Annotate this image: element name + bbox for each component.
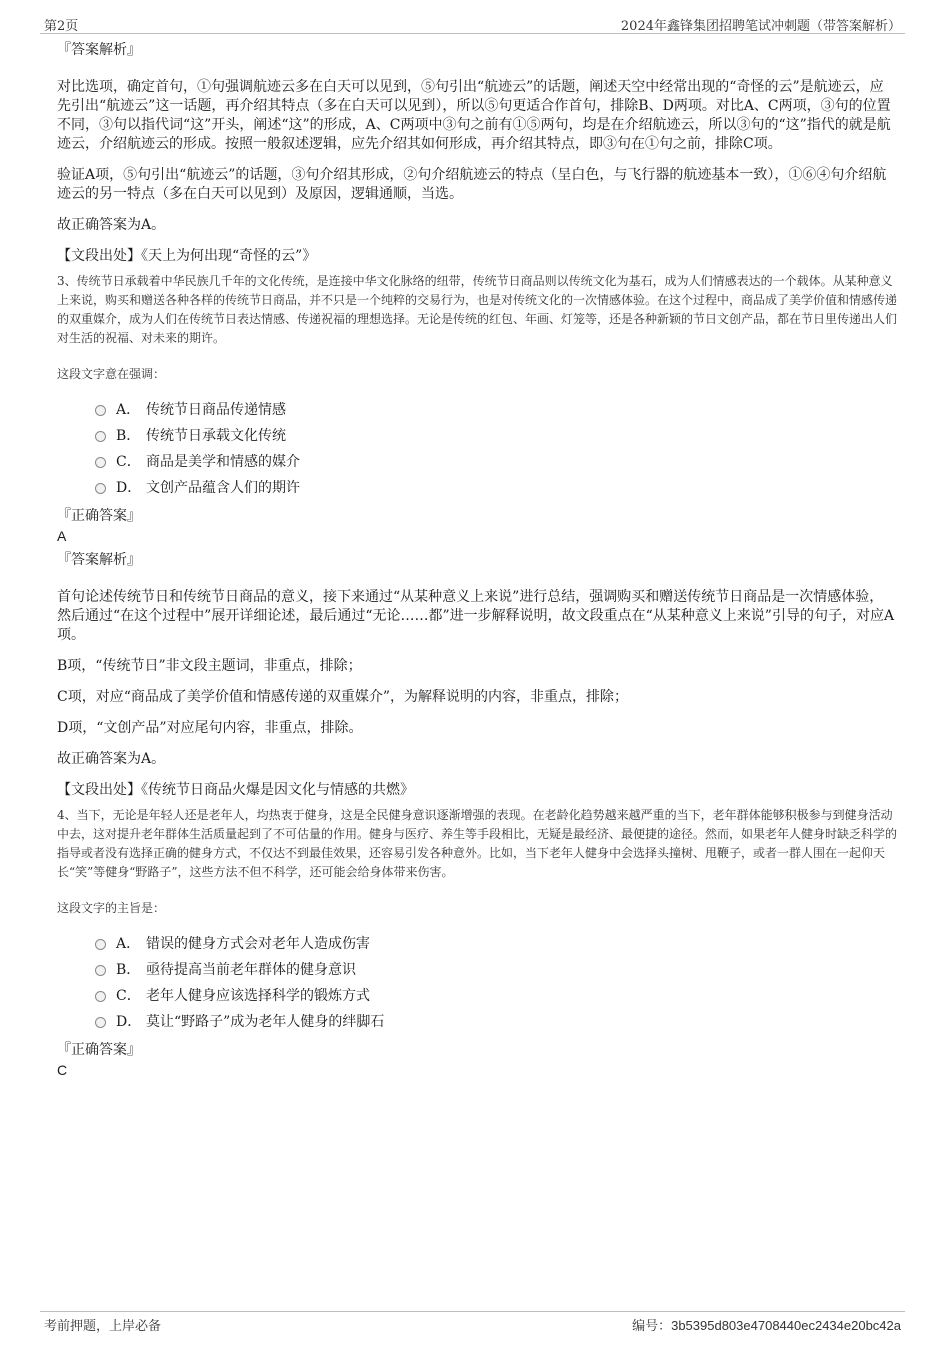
correct-answer-label: 『正确答案』 [57,1042,141,1058]
option-text: 商品是美学和情感的媒介 [146,454,300,470]
document-body [57,40,897,1084]
question-3-prompt: 这段文字意在强调： [57,367,166,381]
option-text: 错误的健身方式会对老年人造成伤害 [146,936,370,952]
footer-slogan: 考前押题，上岸必备 [44,1319,162,1334]
option-letter: D． [116,1014,142,1030]
radio-button[interactable] [95,965,106,976]
option-d[interactable] [95,1008,897,1034]
option-b[interactable] [95,956,897,982]
question-4-text: 4、当下，无论是年轻人还是老年人，均热衷于健身，这是全民健身意识逐渐增强的表现。在老龄化趋势越来越严重的当下，老年群体能够积极参与到健身活动中去，这对提升老年群体生活质量起到了不可估量的作用。健身与医疗、养生等手段相比，无疑是最经济、最便捷的途径。然而，如果老年人健身时缺乏科学的指导或者没有选择正确的健身方式，不仅达不到最佳效果，还容易引发各种意外。比如，当下老年人健身中会选择头撞树、甩鞭子，或者一群人围在一起仰天长“笑”等健身“野路子”，这些方法不但不科学，还可能会给身体带来伤害。 [57,808,898,879]
analysis-paragraph: D项，“文创产品”对应尾句内容，非重点，排除。 [57,720,363,736]
radio-button[interactable] [95,405,106,416]
analysis-conclusion: 故正确答案为A。 [57,751,166,767]
radio-button[interactable] [95,483,106,494]
option-letter: A． [116,402,141,418]
source-citation: 【文段出处】《天上为何出现“奇怪的云”》 [57,248,317,264]
option-text: 莫让“野路子”成为老年人健身的绊脚石 [146,1014,385,1030]
page-header [40,0,905,34]
question-3-options [95,396,897,500]
option-letter: C． [116,988,141,1004]
document-title: 2024年鑫锋集团招聘笔试冲刺题（带答案解析） [620,19,901,34]
option-letter: C． [116,454,141,470]
option-text: 亟待提高当前老年群体的健身意识 [146,962,356,978]
option-letter: B． [116,428,141,444]
analysis-conclusion: 故正确答案为A。 [57,217,166,233]
analysis-label: 『答案解析』 [57,552,141,568]
option-c[interactable] [95,982,897,1008]
option-a[interactable] [95,930,897,956]
option-letter: D． [116,480,142,496]
option-b[interactable] [95,422,897,448]
option-text: 老年人健身应该选择科学的锻炼方式 [146,988,370,1004]
analysis-paragraph: C项，对应“商品成了美学价值和情感传递的双重媒介”，为解释说明的内容，非重点，排除； [57,689,629,705]
radio-button[interactable] [95,939,106,950]
option-text: 文创产品蕴含人们的期许 [146,480,300,496]
option-c[interactable] [95,448,897,474]
question-3-text: 3、传统节日承载着中华民族几千年的文化传统，是连接中华文化脉络的纽带，传统节日商品则以传统文化为基石，成为人们情感表达的一个载体。从某种意义上来说，购买和赠送各种各样的传统节日商品，并不只是一个纯粹的交易行为，也是对传统文化的一次情感体验。在这个过程中，商品成了美学价值和情感传递的双重媒介，成为人们在传统节日表达情感、传递祝福的理想选择。无论是传统的红包、年画、灯笼等，还是各种新颖的节日文创产品，都在节日里传递出人们对生活的祝福、对未来的期许。 [57,274,898,345]
analysis-paragraph: 对比选项，确定首句，①句强调航迹云多在白天可以见到，⑤句引出“航迹云”的话题，阐述天空中经常出现的“奇怪的云”是航迹云，应先引出“航迹云”这一话题，再介绍其特点（多在白天可以见到），所以⑤句更适合作首句，排除B、D两项。对比A、C两项，③句的位置不同，③句以指代词“这”开头，阐述“这”的形成，A、C两项中③句之前有①⑤两句，均是在介绍航迹云，所以③句的“这”指代的就是航迹云，介绍航迹云的形成。按照一般叙述逻辑，应先介绍其如何形成，再介绍其特点，即③句在①句之前，排除C项。 [57,79,891,152]
option-d[interactable] [95,474,897,500]
option-letter: B． [116,962,141,978]
correct-answer-label: 『正确答案』 [57,508,141,524]
page-footer [40,1311,905,1346]
radio-button[interactable] [95,991,106,1002]
analysis-paragraph: B项，“传统节日”非文段主题词，非重点，排除； [57,658,362,674]
option-text: 传统节日承载文化传统 [146,428,286,444]
option-letter: A． [116,936,141,952]
question-4-options [95,930,897,1034]
document-code [632,1315,901,1334]
analysis-label: 『答案解析』 [57,42,141,58]
option-text: 传统节日商品传递情感 [146,402,286,418]
radio-button[interactable] [95,1017,106,1028]
analysis-paragraph: 首句论述传统节日和传统节日商品的意义，接下来通过“从某种意义上来说”进行总结，强调购买和赠送传统节日商品是一次情感体验，然后通过“在这个过程中”展开详细论述，最后通过“无论……都”进一步解释说明，故文段重点在“从某种意义上来说”引导的句子，对应A项。 [57,589,895,643]
correct-answer: A [57,528,67,544]
code-label: 编号： [632,1318,672,1333]
question-4-prompt: 这段文字的主旨是： [57,901,166,915]
code-value: 3b5395d803e4708440ec2434e20bc42a [671,1318,901,1333]
page-number: 第2页 [44,19,79,34]
option-a[interactable] [95,396,897,422]
source-citation: 【文段出处】《传统节日商品火爆是因文化与情感的共燃》 [57,782,414,798]
radio-button[interactable] [95,431,106,442]
correct-answer: C [57,1062,68,1078]
radio-button[interactable] [95,457,106,468]
analysis-paragraph: 验证A项，⑤句引出“航迹云”的话题，③句介绍其形成，②句介绍航迹云的特点（呈白色，与飞行器的航迹基本一致），①⑥④句介绍航迹云的另一特点（多在白天可以见到）及原因，逻辑通顺，当选。 [57,167,887,202]
